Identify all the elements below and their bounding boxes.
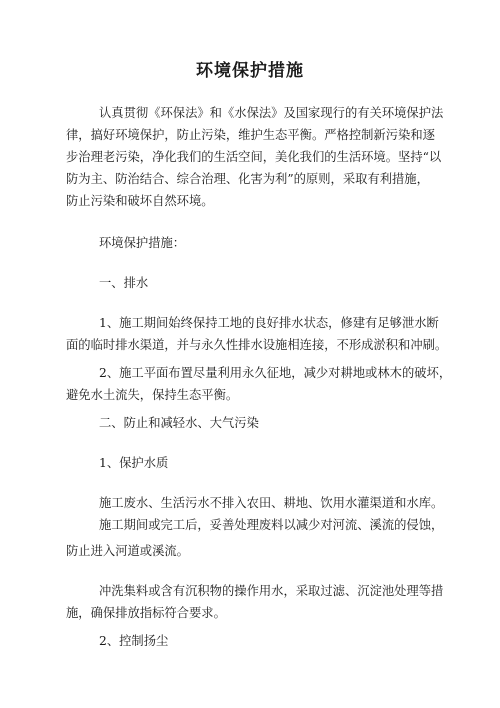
- wastewater-paragraph: [66, 492, 444, 536]
- text-line: 认真贯彻《环保法》和《水保法》及国家现行的有关环境保护法: [99, 106, 444, 120]
- wastewater-paragraph-end: [66, 540, 438, 562]
- washing-paragraph: [66, 580, 444, 624]
- subheading-water-quality: [66, 452, 438, 474]
- text-line: 二、防止和减轻水、大气污染: [99, 416, 259, 430]
- section-heading-pollution: [66, 412, 438, 434]
- text-line: 面的临时排水渠道，并与永久性排水设施相连接，不形成淤积和冲刷。: [66, 338, 448, 352]
- text-line: 施工期间或完工后，妥善处理废料以减少对河流、溪流的侵蚀，: [99, 518, 444, 532]
- subheading-dust-control: [66, 630, 438, 652]
- drainage-item-1: [66, 312, 448, 356]
- measures-heading: [66, 232, 438, 254]
- text-line: 一、排水: [99, 276, 149, 290]
- text-line: 2、控制扬尘: [99, 634, 169, 648]
- document-title: 环境保护措施: [196, 61, 304, 81]
- text-line: 施工废水、生活污水不排入农田、耕地、饮用水灌渠道和水库。: [99, 496, 444, 510]
- text-line: 避免水土流失，保持生态平衡。: [66, 388, 239, 402]
- text-line: 1、施工期间始终保持工地的良好排水状态，修建有足够泄水断: [99, 316, 439, 330]
- text-line: 1、保护水质: [99, 456, 169, 470]
- text-line: 冲洗集料或含有沉积物的操作用水，采取过滤、沉淀池处理等措: [99, 584, 444, 598]
- text-line: 步治理老污染，净化我们的生活空间，美化我们的生活环境。坚持“以: [66, 150, 442, 164]
- text-line: 施，确保排放指标符合要求。: [66, 606, 226, 620]
- intro-paragraph: [66, 102, 444, 212]
- text-line: 律，搞好环境保护，防止污染，维护生态平衡。严格控制新污染和逐: [66, 128, 435, 142]
- text-line: 2、施工平面布置尽量利用永久征地，减少对耕地或林木的破坏，: [99, 366, 452, 380]
- text-line: 防为主、防治结合、综合治理、化害为利”的原则，采取有利措施，: [66, 172, 429, 186]
- drainage-item-2: [66, 362, 452, 406]
- section-heading-drainage: [66, 272, 438, 294]
- text-line: 防止污染和破坏自然环境。: [66, 194, 214, 208]
- text-line: 环境保护措施：: [99, 236, 186, 250]
- text-line: 防止进入河道或溪流。: [66, 544, 189, 558]
